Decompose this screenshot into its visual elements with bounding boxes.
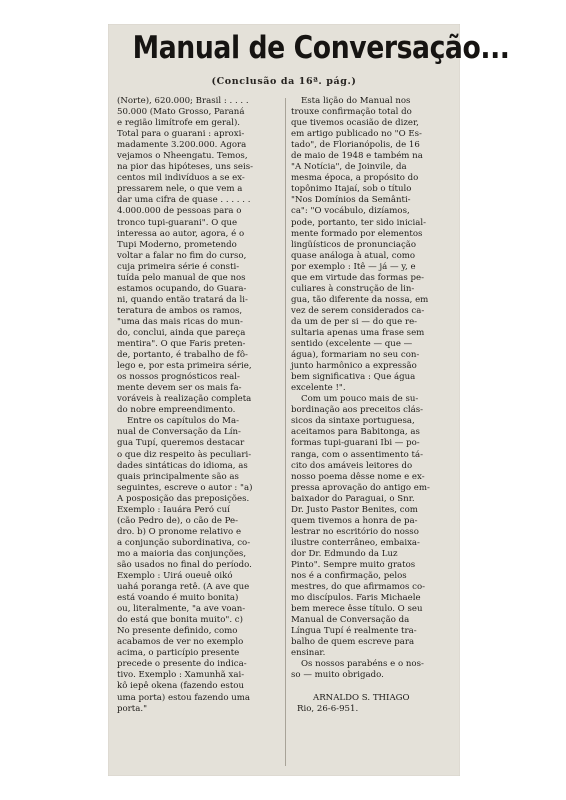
text-line — [291, 681, 455, 692]
text-line: e região limítrofe em geral). — [117, 118, 241, 129]
text-line: cuja primeira série é consti- — [117, 261, 240, 272]
text-line: bordinação aos preceitos clás- — [291, 405, 424, 416]
text-line: sentido (excelente — que — — [291, 339, 413, 350]
text-line: ni, quando então tratará da li- — [117, 294, 248, 305]
text-line: que tivemos ocasião de dizer, — [291, 118, 419, 129]
text-line: ensinar. — [291, 648, 326, 659]
text-line: ARNALDO S. THIAGO — [313, 692, 410, 703]
text-line: interessa ao autor, agora, é o — [117, 228, 245, 239]
text-line: ranga, com o assentimento tá- — [291, 449, 424, 460]
text-line: nos é a confirmação, pelos — [291, 571, 407, 582]
text-line: lego e, por esta primeira série, — [117, 361, 252, 372]
text-line: teratura de ambos os ramos, — [117, 305, 243, 316]
text-line: ou, literalmente, "a ave voan- — [117, 604, 246, 615]
text-line: pode, portanto, ter sido inicial- — [291, 217, 427, 228]
text-line: Exemplo : Uirá oueuê oikó — [117, 571, 233, 582]
article-subtitle: (Conclusão da 16ª. pág.) — [211, 76, 357, 87]
text-line: Língua Tupí é realmente tra- — [291, 626, 417, 637]
text-line: baixador do Paraguai, o Snr. — [291, 493, 415, 504]
text-line: o que diz respeito às peculiari- — [117, 449, 252, 460]
text-line: quem tivemos a honra de pa- — [291, 515, 418, 526]
right-column — [291, 96, 455, 715]
text-line: dor Dr. Edmundo da Luz — [291, 548, 398, 559]
text-line: mestres, do que afirmamos co- — [291, 582, 426, 593]
text-line: junto harmônico a expressão — [291, 361, 417, 372]
text-line: nosso poema dêsse nome e ex- — [291, 471, 425, 482]
text-line: "A Notícia", de Joinvile, da — [291, 162, 407, 173]
article-title: Manual de Conversação... — [132, 30, 510, 66]
text-line: estamos ocupando, do Guara- — [117, 283, 247, 294]
text-line: tado", de Florianópolis, de 16 — [291, 140, 420, 151]
text-line: excelente !". — [291, 383, 346, 394]
text-line: Tupi Moderno, prometendo — [117, 239, 237, 250]
text-line: culiares à construção de lin- — [291, 283, 415, 294]
text-line: Os nossos parabéns e o nos- — [301, 659, 424, 670]
text-line: lingüísticos de pronunciação — [291, 239, 417, 250]
text-line: da um de per si — do que re- — [291, 316, 418, 327]
text-line: gua, tão diferente da nossa, em — [291, 294, 429, 305]
text-line: a conjunção subordinativa, co- — [117, 537, 251, 548]
text-line: acabamos de ver no exemplo — [117, 637, 244, 648]
text-line: ilustre conterrâneo, embaixa- — [291, 537, 420, 548]
text-line: gua Tupí, queremos destacar — [117, 438, 245, 449]
text-line: do, conclui, ainda que pareça — [117, 327, 246, 338]
text-line: mente formado por elementos — [291, 228, 423, 239]
text-line: do está que bonita muito". c) — [117, 615, 243, 626]
text-line: kô iepê okena (fazendo estou — [117, 681, 244, 692]
text-line: uma porta) estou fazendo uma — [117, 692, 251, 703]
text-line: na pior das hipóteses, uns seis- — [117, 162, 254, 173]
text-line: sultaria apenas uma frase sem — [291, 327, 425, 338]
text-line: topônimo Itajaí, sob o título — [291, 184, 412, 195]
text-line: No presente definido, como — [117, 626, 238, 637]
text-line: Manual de Conversação da — [291, 615, 410, 626]
text-line: cito dos amáveis leitores do — [291, 460, 413, 471]
text-line: de maio de 1948 e também na — [291, 151, 423, 162]
text-line: mo a maioria das conjunções, — [117, 548, 247, 559]
text-line: precede o presente do indica- — [117, 659, 247, 670]
text-line: em artigo publicado no "O Es- — [291, 129, 422, 140]
text-line: quais principalmente são as — [117, 471, 239, 482]
text-line: Rio, 26-6-951. — [297, 703, 359, 714]
text-line: do nobre empreendimento. — [117, 405, 236, 416]
text-line: Exemplo : Iauára Peró cuí — [117, 504, 230, 515]
text-line: seguintes, escreve o autor : "a) — [117, 482, 253, 493]
text-line: quase análoga à atual, como — [291, 250, 416, 261]
text-line: está voando é muito bonita) — [117, 593, 239, 604]
text-line: dro. b) O pronome relativo e — [117, 526, 242, 537]
text-line: bem merece êsse título. O seu — [291, 604, 423, 615]
text-line: lestrar no escritório do nosso — [291, 526, 419, 537]
text-line: mesma época, a propósito do — [291, 173, 419, 184]
text-line: (Norte), 620.000; Brasil : . . . . — [117, 96, 249, 106]
text-line: A posposição das preposições. — [117, 493, 250, 504]
text-line: tivo. Exemplo : Xamunhã xai- — [117, 670, 245, 681]
column-divider — [285, 98, 286, 766]
text-line: sicos da sintaxe portuguesa, — [291, 416, 415, 427]
left-column — [117, 96, 281, 715]
text-line: voráveis à realização completa — [117, 394, 252, 405]
text-line: dades sintáticas do idioma, as — [117, 460, 248, 471]
text-line: que em virtude das formas pe- — [291, 272, 424, 283]
text-line: formas tupi-guarani Ibi — po- — [291, 438, 420, 449]
text-line: Esta lição do Manual nos — [301, 96, 411, 106]
text-line: aceitamos para Babitonga, as — [291, 427, 420, 438]
text-line: 50.000 (Mato Grosso, Paraná — [117, 107, 245, 118]
text-line: madamente 3.200.000. Agora — [117, 140, 247, 151]
text-line: acima, o particípio presente — [117, 648, 240, 659]
text-line: so — muito obrigado. — [291, 670, 384, 681]
text-line: Total para o guarani : aproxi- — [117, 129, 245, 140]
text-line: mentira". O que Faris preten- — [117, 339, 246, 350]
text-line: Dr. Justo Pastor Benites, com — [291, 504, 418, 515]
newspaper-clipping — [108, 24, 510, 776]
text-line: 4.000.000 de pessoas para o — [117, 206, 242, 217]
text-line: mente devem ser os mais fa- — [117, 383, 242, 394]
text-line: balho de quem escreve para — [291, 637, 415, 648]
text-line: água), formariam no seu con- — [291, 350, 420, 361]
text-line: dar uma cifra de quase . . . . . . — [117, 195, 251, 206]
text-line: pressarem nele, o que vem a — [117, 184, 243, 195]
text-line: os nossos prognósticos real- — [117, 372, 240, 383]
text-line: mo discípulos. Faris Michaele — [291, 593, 421, 604]
text-line: "uma das mais ricas do mun- — [117, 316, 243, 327]
text-line: Com um pouco mais de su- — [301, 394, 419, 405]
text-line: são usados no final do período. — [117, 559, 252, 570]
text-line: vejamos o Nheengatu. Temos, — [117, 151, 248, 162]
text-line: "Nos Domínios da Semânti- — [291, 195, 411, 206]
text-line: por exemplo : Itê — já — y, e — [291, 261, 416, 272]
text-line: trouxe confirmação total do — [291, 107, 412, 118]
text-line: Pinto". Sempre muito gratos — [291, 559, 416, 570]
text-line: porta." — [117, 703, 148, 714]
text-line: Entre os capítulos do Ma- — [127, 416, 239, 427]
text-line: (cão Pedro de), o cão de Pe- — [117, 515, 239, 526]
text-line: voltar a falar no fim do curso, — [117, 250, 247, 261]
text-line: tronco tupi-guarani". O que — [117, 217, 238, 228]
text-line: nual de Conversação da Lín- — [117, 427, 241, 438]
text-line: tuída pelo manual de que nos — [117, 272, 246, 283]
text-line: bem significativa : Que água — [291, 372, 416, 383]
text-line: pressa aprovação do antigo em- — [291, 482, 430, 493]
text-line: ca": "O vocábulo, dizíamos, — [291, 206, 410, 217]
text-line: vez de serem considerados ca- — [291, 305, 425, 316]
text-line: de, portanto, é trabalho de fô- — [117, 350, 248, 361]
text-line: centos mil indivíduos a se ex- — [117, 173, 245, 184]
text-line: uahá poranga retê. (A ave que — [117, 582, 250, 593]
